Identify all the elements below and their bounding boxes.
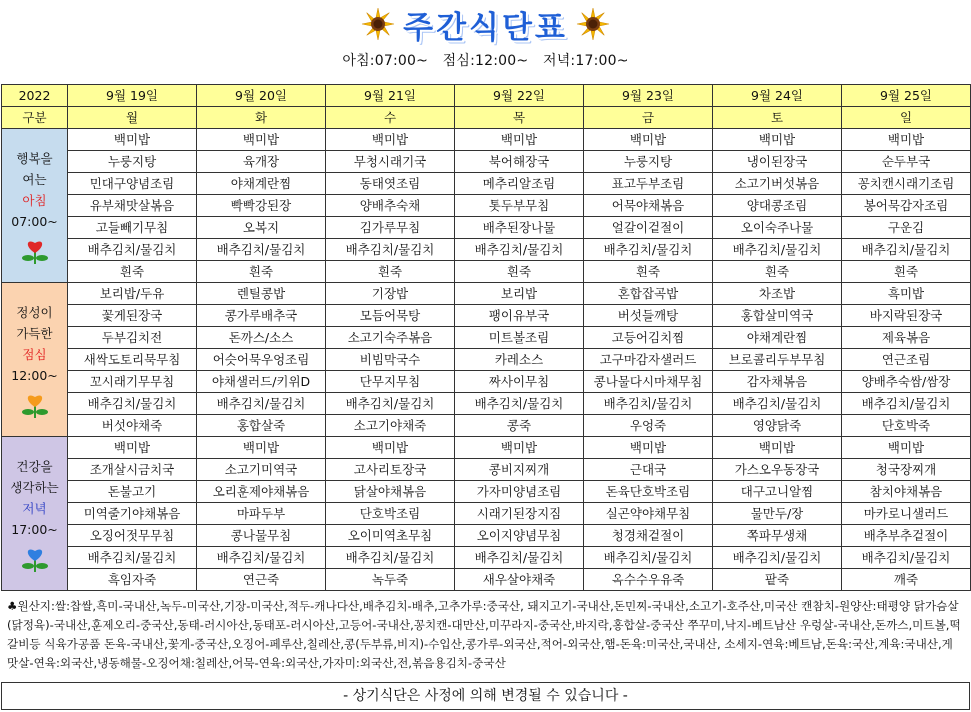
date-cell: 9월 20일 xyxy=(197,85,326,107)
menu-item-cell: 배추김치/물김치 xyxy=(584,393,713,415)
date-cell: 9월 21일 xyxy=(326,85,455,107)
menu-item-cell: 배추김치/물김치 xyxy=(455,393,584,415)
menu-item-cell: 콩비지찌개 xyxy=(455,459,584,481)
menu-item-cell: 배추김치/물김치 xyxy=(326,239,455,261)
menu-item-cell: 오리훈제야채볶음 xyxy=(197,481,326,503)
menu-item-cell: 팽이유부국 xyxy=(455,305,584,327)
menu-item-cell: 기장밥 xyxy=(326,283,455,305)
menu-item-cell: 단호박죽 xyxy=(842,415,971,437)
menu-item-cell: 백미밥 xyxy=(713,129,842,151)
year-cell: 2022 xyxy=(2,85,68,107)
menu-item-cell: 깨죽 xyxy=(842,569,971,591)
menu-item-cell: 오이미역초무침 xyxy=(326,525,455,547)
menu-item-cell: 메추리알조림 xyxy=(455,173,584,195)
menu-item-cell: 고구마감자샐러드 xyxy=(584,349,713,371)
meal-name: 아침 xyxy=(22,192,47,208)
menu-item-cell: 연근조림 xyxy=(842,349,971,371)
menu-item-cell: 실곤약야채무침 xyxy=(584,503,713,525)
meal-label-line: 행복을 xyxy=(16,150,53,166)
menu-item-cell: 짜사이무침 xyxy=(455,371,584,393)
footer-note: - 상기식단은 사정에 의해 변경될 수 있습니다 - xyxy=(1,682,970,710)
menu-item-cell: 배추김치/물김치 xyxy=(713,239,842,261)
blue-flower-icon xyxy=(20,546,50,572)
menu-item-cell: 백미밥 xyxy=(197,437,326,459)
menu-item-cell: 배추김치/물김치 xyxy=(68,547,197,569)
menu-item-cell: 보리밥/두유 xyxy=(68,283,197,305)
menu-item-cell: 소고기숙주볶음 xyxy=(326,327,455,349)
sunflower-icon xyxy=(576,7,610,41)
menu-item-cell: 빡빡강된장 xyxy=(197,195,326,217)
dinner-menu-row xyxy=(2,525,971,547)
meal-time: 17:00~ xyxy=(11,521,58,537)
menu-item-cell: 백미밥 xyxy=(326,129,455,151)
date-cell: 9월 25일 xyxy=(842,85,971,107)
menu-item-cell: 흰죽 xyxy=(713,261,842,283)
page-title: 주간식단표 xyxy=(403,9,568,46)
orange-flower-icon xyxy=(20,392,50,418)
menu-item-cell: 꽁치캔시래기조림 xyxy=(842,173,971,195)
menu-item-cell: 구운김 xyxy=(842,217,971,239)
menu-item-cell: 콩가루배추국 xyxy=(197,305,326,327)
menu-item-cell: 흰죽 xyxy=(455,261,584,283)
menu-item-cell: 배추김치/물김치 xyxy=(197,239,326,261)
menu-item-cell: 참치야채볶음 xyxy=(842,481,971,503)
menu-item-cell: 꽃게된장국 xyxy=(68,305,197,327)
menu-item-cell: 팥죽 xyxy=(713,569,842,591)
menu-item-cell: 콩나물다시마채무침 xyxy=(584,371,713,393)
menu-item-cell: 백미밥 xyxy=(68,129,197,151)
meal-name: 점심 xyxy=(22,346,47,362)
breakfast-menu-row xyxy=(2,173,971,195)
meal-name: 저녁 xyxy=(22,500,47,516)
meal-label-line: 생각하는 xyxy=(10,479,59,495)
menu-item-cell: 흰죽 xyxy=(68,261,197,283)
menu-item-cell: 양배추숙채 xyxy=(326,195,455,217)
menu-item-cell: 옥수수우유죽 xyxy=(584,569,713,591)
breakfast-menu-row xyxy=(2,239,971,261)
dinner-menu-row xyxy=(2,503,971,525)
menu-item-cell: 대구고니알찜 xyxy=(713,481,842,503)
day-header-row xyxy=(2,107,971,129)
menu-item-cell: 조개살시금치국 xyxy=(68,459,197,481)
lunch-time: 점심:12:00~ xyxy=(442,53,529,69)
menu-item-cell: 백미밥 xyxy=(584,129,713,151)
menu-item-cell: 돈불고기 xyxy=(68,481,197,503)
breakfast-menu-row xyxy=(2,261,971,283)
breakfast-label-cell xyxy=(2,129,68,283)
division-cell: 구분 xyxy=(2,107,68,129)
menu-item-cell: 오이숙주나물 xyxy=(713,217,842,239)
menu-item-cell: 두부김치전 xyxy=(68,327,197,349)
sunflower-icon xyxy=(361,7,395,41)
menu-item-cell: 얼갈이겉절이 xyxy=(584,217,713,239)
menu-item-cell: 연근죽 xyxy=(197,569,326,591)
lunch-menu-row xyxy=(2,349,971,371)
menu-item-cell: 백미밥 xyxy=(197,129,326,151)
dinner-menu-row xyxy=(2,569,971,591)
menu-item-cell: 단무지무침 xyxy=(326,371,455,393)
menu-item-cell: 홍합살죽 xyxy=(197,415,326,437)
menu-item-cell: 우엉죽 xyxy=(584,415,713,437)
title-row xyxy=(0,4,971,44)
menu-item-cell: 배추김치/물김치 xyxy=(68,393,197,415)
menu-item-cell: 마파두부 xyxy=(197,503,326,525)
menu-item-cell: 고들빼기무침 xyxy=(68,217,197,239)
date-header-row xyxy=(2,85,971,107)
heart-flower-icon xyxy=(20,238,50,264)
menu-item-cell: 소고기미역국 xyxy=(197,459,326,481)
menu-item-cell: 백미밥 xyxy=(842,129,971,151)
day-cell: 월 xyxy=(68,107,197,129)
menu-item-cell: 배추김치/물김치 xyxy=(584,547,713,569)
menu-item-cell: 가자미양념조림 xyxy=(455,481,584,503)
menu-item-cell: 배추김치/물김치 xyxy=(68,239,197,261)
menu-item-cell: 오복지 xyxy=(197,217,326,239)
menu-item-cell: 새우살야채죽 xyxy=(455,569,584,591)
menu-item-cell: 단호박조림 xyxy=(326,503,455,525)
menu-item-cell: 쪽파무생채 xyxy=(713,525,842,547)
menu-item-cell: 버섯들깨탕 xyxy=(584,305,713,327)
breakfast-menu-row xyxy=(2,151,971,173)
menu-item-cell: 배추김치/물김치 xyxy=(713,393,842,415)
menu-item-cell: 배추김치/물김치 xyxy=(842,239,971,261)
menu-item-cell: 배추김치/물김치 xyxy=(455,239,584,261)
origin-note: ♣원산지:쌀:찹쌀,흑미-국내산,녹두-미국산,기장-미국산,적두-캐나다산,배추김치-배추,고추가루:중국산, 돼지고기-국내산,돈민찌-국내산,소고기-호주산,미국산 캔참치-원양산:태평양 닭가슴살(닭정육)-국내산,훈제오리-중국산,동태-러시아산,동태포-러시아산,고등어-국내산,꽁치캔-대만산,미꾸라지-중국산,바지락,홍합살-중국산 쭈꾸미,낙지-베트남산 우렁살-국내산,돈까스,미트볼,떡갈비등 식육가공품 돈육-국내산,꽃게-중국산,오징어-페루산,칠레산,콩(두부류,비지)-수입산,콩가루-외국산,적어-외국산,햄-돈육:미국산,국내산, 소세지-연육:베트남,돈육:국산,계육:국내산,게맛살-연육:외국산,냉동해물-오징어채:칠레산,어묵-연육:외국산,가자미:외국산,전,볶음용김치-중국산 xyxy=(7,599,961,670)
menu-item-cell: 콩죽 xyxy=(455,415,584,437)
menu-item-cell: 시래기된장지짐 xyxy=(455,503,584,525)
lunch-menu-row xyxy=(2,305,971,327)
menu-item-cell: 브로콜리두부무침 xyxy=(713,349,842,371)
menu-item-cell: 유부채맛살볶음 xyxy=(68,195,197,217)
menu-item-cell: 미역줄기야채볶음 xyxy=(68,503,197,525)
menu-item-cell: 야채샐러드/키위D xyxy=(197,371,326,393)
menu-item-cell: 표고두부조림 xyxy=(584,173,713,195)
menu-item-cell: 배추김치/물김치 xyxy=(842,393,971,415)
menu-item-cell: 카레소스 xyxy=(455,349,584,371)
day-cell: 토 xyxy=(713,107,842,129)
meal-label-line: 건강을 xyxy=(16,458,53,474)
menu-item-cell: 보리밥 xyxy=(455,283,584,305)
menu-item-cell: 혼합잡곡밥 xyxy=(584,283,713,305)
menu-item-cell: 영양닭죽 xyxy=(713,415,842,437)
meal-label-line: 가득한 xyxy=(16,325,53,341)
menu-item-cell: 제육볶음 xyxy=(842,327,971,349)
meal-time: 12:00~ xyxy=(11,367,58,383)
date-cell: 9월 24일 xyxy=(713,85,842,107)
menu-item-cell: 차조밥 xyxy=(713,283,842,305)
menu-item-cell: 감자채볶음 xyxy=(713,371,842,393)
menu-item-cell: 양대콩조림 xyxy=(713,195,842,217)
menu-item-cell: 백미밥 xyxy=(584,437,713,459)
menu-item-cell: 청경채겉절이 xyxy=(584,525,713,547)
menu-item-cell: 야채계란찜 xyxy=(197,173,326,195)
breakfast-menu-row xyxy=(2,129,971,151)
date-cell: 9월 22일 xyxy=(455,85,584,107)
menu-item-cell: 어슷어묵우엉조림 xyxy=(197,349,326,371)
menu-item-cell: 미트볼조림 xyxy=(455,327,584,349)
day-cell: 일 xyxy=(842,107,971,129)
date-cell: 9월 23일 xyxy=(584,85,713,107)
menu-item-cell: 모듬어묵탕 xyxy=(326,305,455,327)
menu-item-cell: 비빔막국수 xyxy=(326,349,455,371)
menu-item-cell: 양배추숙쌈/쌈장 xyxy=(842,371,971,393)
lunch-menu-row xyxy=(2,327,971,349)
menu-item-cell: 바지락된장국 xyxy=(842,305,971,327)
menu-item-cell: 흰죽 xyxy=(326,261,455,283)
menu-item-cell: 배추김치/물김치 xyxy=(326,547,455,569)
day-cell: 수 xyxy=(326,107,455,129)
menu-item-cell: 물만두/장 xyxy=(713,503,842,525)
menu-item-cell: 봉어묵감자조림 xyxy=(842,195,971,217)
menu-item-cell: 홍합살미역국 xyxy=(713,305,842,327)
menu-item-cell: 버섯야채죽 xyxy=(68,415,197,437)
menu-item-cell: 흰죽 xyxy=(842,261,971,283)
menu-item-cell: 배추김치/물김치 xyxy=(326,393,455,415)
menu-item-cell: 동태엿조림 xyxy=(326,173,455,195)
meal-label-line: 정성이 xyxy=(16,304,53,320)
lunch-menu-row xyxy=(2,393,971,415)
breakfast-menu-row xyxy=(2,217,971,239)
meal-time: 07:00~ xyxy=(11,213,58,229)
menu-item-cell: 배추김치/물김치 xyxy=(197,547,326,569)
menu-item-cell: 배추김치/물김치 xyxy=(197,393,326,415)
menu-item-cell: 닭살야채볶음 xyxy=(326,481,455,503)
dinner-time: 저녁:17:00~ xyxy=(542,53,629,69)
menu-item-cell: 배추부추겉절이 xyxy=(842,525,971,547)
menu-item-cell: 어묵야채볶음 xyxy=(584,195,713,217)
menu-item-cell: 근대국 xyxy=(584,459,713,481)
lunch-menu-row xyxy=(2,283,971,305)
menu-item-cell: 콩나물무침 xyxy=(197,525,326,547)
menu-item-cell: 고사리토장국 xyxy=(326,459,455,481)
menu-item-cell: 청국장찌개 xyxy=(842,459,971,481)
menu-item-cell: 흰죽 xyxy=(197,261,326,283)
lunch-menu-row xyxy=(2,415,971,437)
menu-item-cell: 민대구양념조림 xyxy=(68,173,197,195)
menu-item-cell: 백미밥 xyxy=(455,437,584,459)
breakfast-menu-row xyxy=(2,195,971,217)
menu-item-cell: 야채계란찜 xyxy=(713,327,842,349)
meal-times xyxy=(0,50,971,70)
meal-label-line: 여는 xyxy=(22,171,47,187)
lunch-label-cell xyxy=(2,283,68,437)
menu-item-cell: 흑미밥 xyxy=(842,283,971,305)
menu-item-cell: 녹두죽 xyxy=(326,569,455,591)
dinner-menu-row xyxy=(2,481,971,503)
menu-item-cell: 렌틸콩밥 xyxy=(197,283,326,305)
menu-item-cell: 새싹도토리묵무침 xyxy=(68,349,197,371)
menu-item-cell: 꼬시래기무무침 xyxy=(68,371,197,393)
menu-item-cell: 북어해장국 xyxy=(455,151,584,173)
menu-item-cell: 오징어젓무무침 xyxy=(68,525,197,547)
breakfast-time: 아침:07:00~ xyxy=(342,53,429,69)
menu-item-cell: 냉이된장국 xyxy=(713,151,842,173)
menu-item-cell: 백미밥 xyxy=(713,437,842,459)
menu-item-cell: 누룽지탕 xyxy=(584,151,713,173)
menu-item-cell: 배추김치/물김치 xyxy=(713,547,842,569)
menu-item-cell: 마카로니샐러드 xyxy=(842,503,971,525)
menu-item-cell: 배추김치/물김치 xyxy=(584,239,713,261)
menu-item-cell: 누룽지탕 xyxy=(68,151,197,173)
menu-item-cell: 돈까스/소스 xyxy=(197,327,326,349)
menu-item-cell: 순두부국 xyxy=(842,151,971,173)
menu-item-cell: 백미밥 xyxy=(326,437,455,459)
menu-item-cell: 소고기버섯볶음 xyxy=(713,173,842,195)
lunch-menu-row xyxy=(2,371,971,393)
day-cell: 목 xyxy=(455,107,584,129)
menu-item-cell: 무청시래기국 xyxy=(326,151,455,173)
dinner-label-cell xyxy=(2,437,68,591)
menu-item-cell: 가스오우동장국 xyxy=(713,459,842,481)
page-header xyxy=(0,0,971,84)
menu-item-cell: 육개장 xyxy=(197,151,326,173)
menu-item-cell: 배추김치/물김치 xyxy=(842,547,971,569)
day-cell: 화 xyxy=(197,107,326,129)
menu-item-cell: 백미밥 xyxy=(68,437,197,459)
menu-item-cell: 백미밥 xyxy=(455,129,584,151)
menu-item-cell: 배추김치/물김치 xyxy=(455,547,584,569)
menu-item-cell: 소고기야채죽 xyxy=(326,415,455,437)
menu-item-cell: 흰죽 xyxy=(584,261,713,283)
menu-item-cell: 흑임자죽 xyxy=(68,569,197,591)
date-cell: 9월 19일 xyxy=(68,85,197,107)
dinner-menu-row xyxy=(2,459,971,481)
menu-item-cell: 김가루무침 xyxy=(326,217,455,239)
dinner-menu-row xyxy=(2,547,971,569)
menu-item-cell: 배추된장나물 xyxy=(455,217,584,239)
menu-item-cell: 톳두부무침 xyxy=(455,195,584,217)
menu-item-cell: 돈육단호박조림 xyxy=(584,481,713,503)
day-cell: 금 xyxy=(584,107,713,129)
dinner-menu-row xyxy=(2,437,971,459)
menu-item-cell: 오이지양념무침 xyxy=(455,525,584,547)
menu-table xyxy=(1,84,971,591)
menu-item-cell: 백미밥 xyxy=(842,437,971,459)
menu-item-cell: 고등어김치찜 xyxy=(584,327,713,349)
